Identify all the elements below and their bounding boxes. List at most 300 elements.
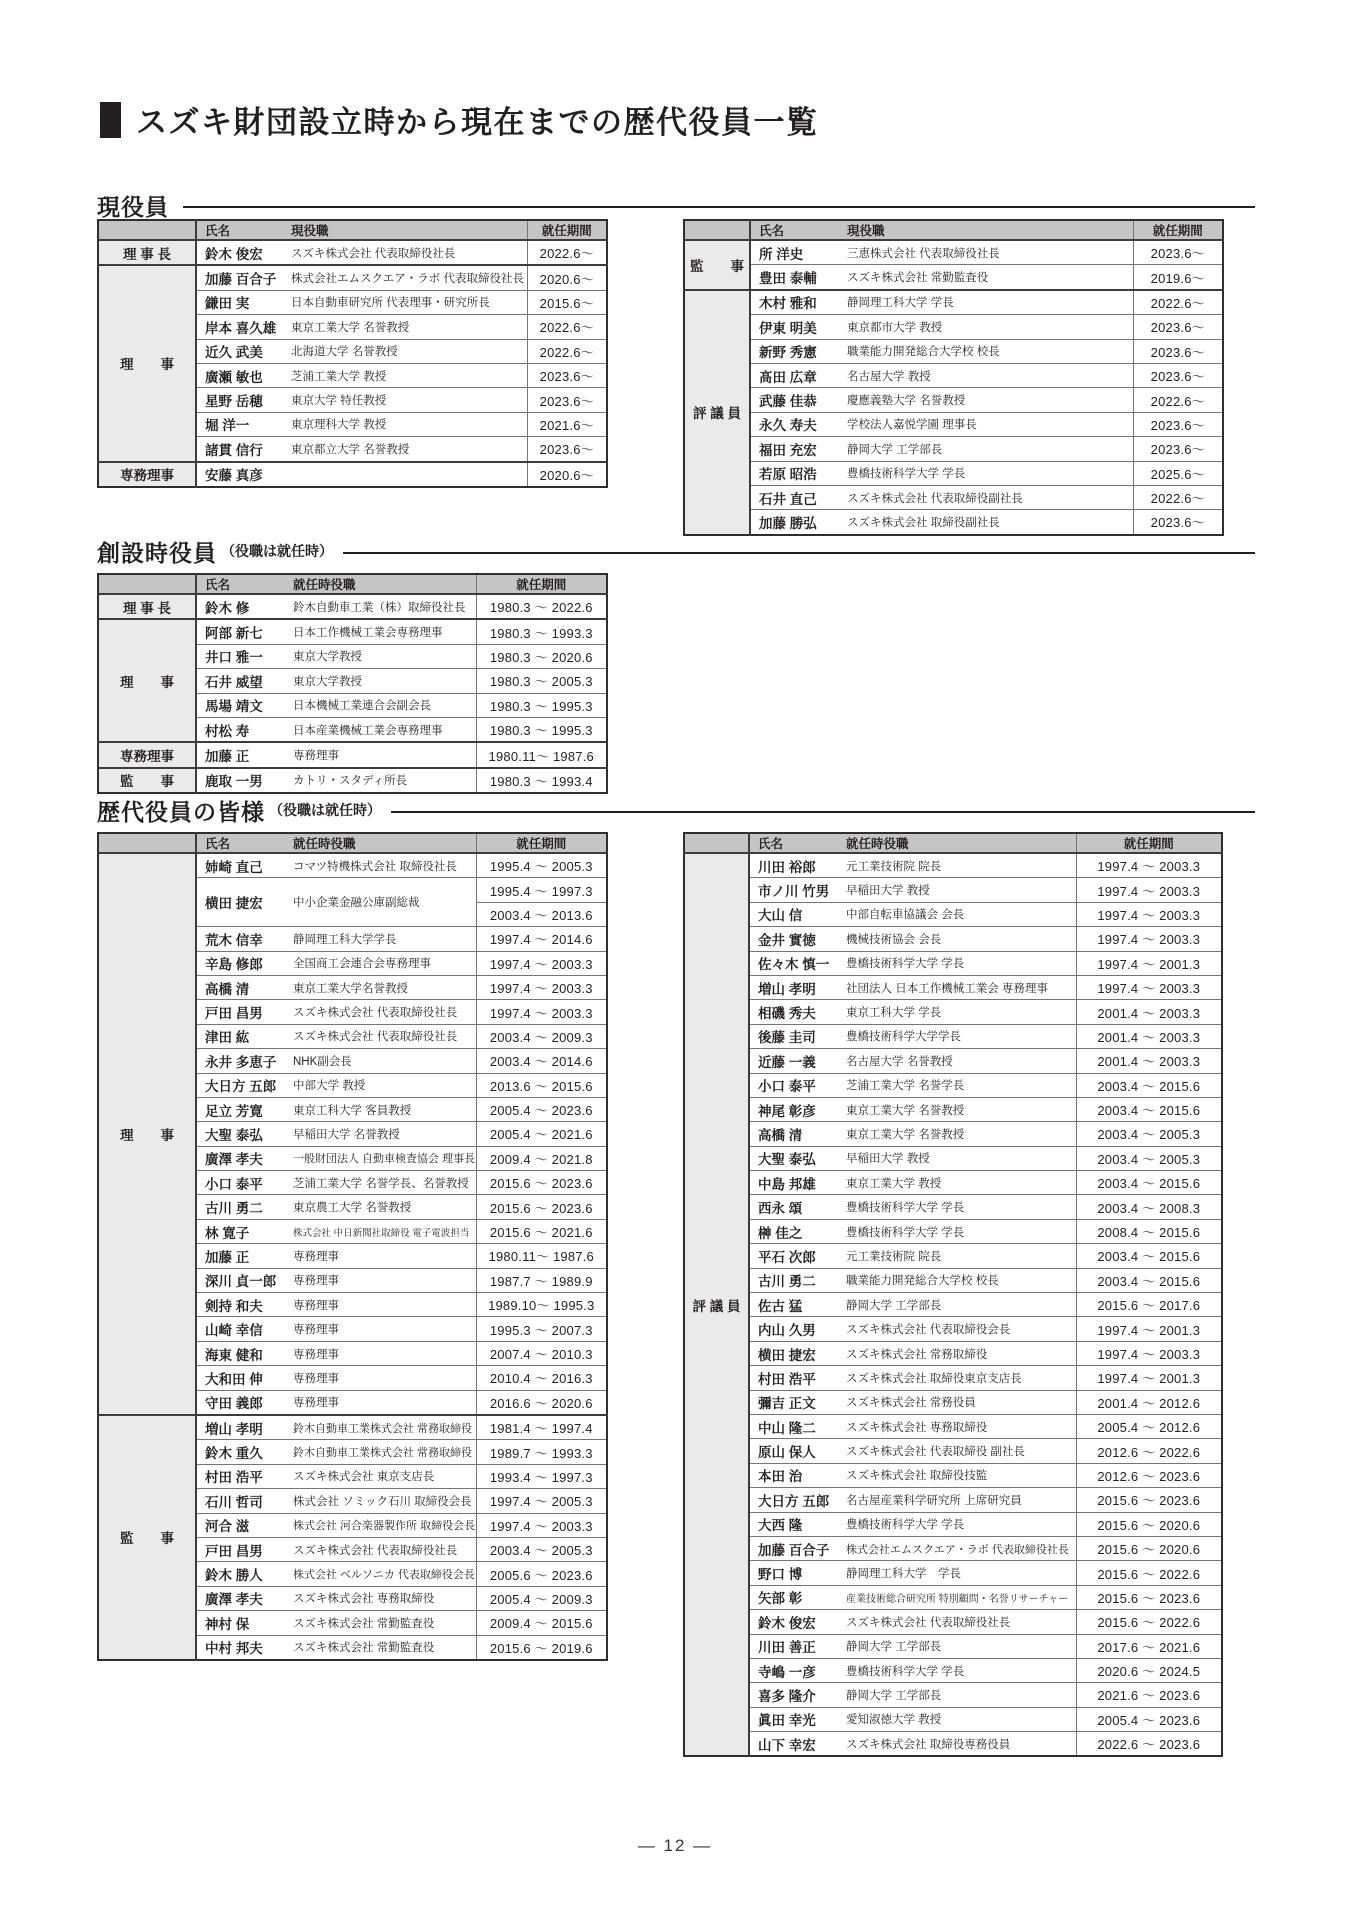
officer-row [684,339,1223,363]
officer-position [289,462,527,487]
officer-period [1133,290,1223,315]
officer-name-text: 中島 邦雄 [758,1176,816,1192]
header-row [684,220,1223,240]
officer-period-text: 2023.6〜 [1150,344,1205,360]
officer-position [844,1073,1076,1097]
officer-period [476,1562,607,1586]
officer-name-text: 戸田 昌男 [205,1543,263,1559]
officer-period [476,1146,607,1170]
officer-row [684,1024,1222,1048]
officer-period-text: 2015.6 〜 2017.6 [1097,1298,1201,1314]
section-heading-current-officers [97,190,1255,220]
role-group-label-text: 監 事 [120,1531,174,1547]
officer-period [527,388,607,412]
officer-name [196,265,289,290]
officer-position [844,1561,1076,1585]
role-group-label-text: 理 事 [120,1127,174,1143]
officer-name-text: 安藤 真彦 [205,468,263,484]
officer-name-text: 眞田 幸光 [758,1713,816,1729]
officer-position [291,1195,476,1219]
officer-position [844,1732,1076,1757]
officer-period [1076,1195,1222,1219]
officer-period-text: 2023.6〜 [1150,442,1205,458]
officer-name [196,768,291,793]
officer-name [749,1341,844,1365]
officer-name [196,1537,291,1561]
officer-name-text: 山崎 幸信 [205,1323,263,1339]
officer-period [476,1244,607,1268]
officer-name-text: 内山 久男 [758,1323,816,1339]
officer-position [844,1195,1076,1219]
officer-period [476,1097,607,1121]
col-header-period [476,574,607,594]
officer-name-text: 神村 保 [205,1616,250,1632]
officer-position-text: 名古屋大学 名誉教授 [846,1055,953,1068]
officer-position-text: 慶應義塾大学 名誉教授 [847,395,966,408]
officer-row [684,363,1223,387]
role-group-label-text: 理 事 [120,357,174,373]
officer-period [1076,1341,1222,1365]
header-row [98,574,607,594]
officer-position [844,1658,1076,1682]
officer-name [196,1073,291,1097]
past-officers-table-left [97,832,608,1661]
officer-position-text: 元工業技術院 院長 [846,1250,942,1263]
officer-position [291,1293,476,1317]
role-group-label-text: 評 議 員 [692,1298,741,1314]
officer-period [476,1415,607,1440]
section-heading-past-officers [97,795,1255,825]
officer-row [684,1707,1222,1731]
officer-name-text: 石井 直己 [759,491,817,507]
role-group-label-text: 監 事 [120,774,174,790]
officer-name-text: 原山 保人 [758,1445,816,1461]
officer-period [1076,1463,1222,1487]
officer-name [196,315,289,339]
officer-name [749,1414,844,1438]
officer-name-text: 戸田 昌男 [205,1006,263,1022]
officer-period [1076,1293,1222,1317]
col-header-position [291,574,476,594]
officer-period [1076,1171,1222,1195]
officer-name-text: 河合 滋 [205,1519,250,1535]
officer-position-text: 東京工業大学 教授 [846,1177,942,1190]
officer-row [684,975,1222,999]
officer-position-text: NHK副会長 [293,1055,352,1068]
officer-period [1076,1512,1222,1536]
col-header-period [476,833,607,853]
officer-name-text: 川田 裕郎 [758,859,816,875]
officer-name [196,1586,291,1610]
officer-row [684,1341,1222,1365]
officer-row [684,1732,1222,1757]
officer-period [527,339,607,363]
officer-position [291,717,476,742]
officer-position-text: スズキ株式会社 代表取締役社長 [293,1544,458,1557]
officer-position [844,1707,1076,1731]
officer-period [1133,510,1223,535]
officer-period [1076,1585,1222,1609]
officer-position [844,1317,1076,1341]
officer-position [291,1537,476,1561]
officer-position [844,1610,1076,1634]
col-header-name-text: 氏名 [758,837,784,851]
officer-position-text: スズキ株式会社 常務役員 [846,1397,976,1410]
officer-position [291,1244,476,1268]
officer-position-text: 株式会社 ソミック石川 取締役会長 [293,1495,472,1508]
col-header-position [844,833,1076,853]
officer-position [844,1219,1076,1243]
role-group-label [98,240,196,265]
col-header-position-text: 就任時役職 [846,837,909,851]
officer-position-text: 愛知淑徳大学 教授 [846,1714,942,1727]
officer-name [750,388,845,412]
officer-period-text: 2021.6〜 [539,417,594,433]
officer-period [1133,315,1223,339]
officer-period [1076,1439,1222,1463]
officer-name [749,1683,844,1707]
officer-name [196,1097,291,1121]
officer-period-text: 1981.4 〜 1997.4 [489,1421,593,1437]
officer-position-text: スズキ株式会社 代表取締役会長 [846,1324,1011,1337]
officer-period-text: 2003.4 〜 2014.6 [489,1054,593,1070]
officer-name [196,1293,291,1317]
officer-period [1076,1024,1222,1048]
officer-period [527,412,607,436]
officer-name [196,619,291,644]
officer-name [196,669,291,693]
officer-position [844,1463,1076,1487]
role-group-label-text: 理 事 長 [122,246,171,262]
officer-position [291,1415,476,1440]
officer-period [1133,388,1223,412]
officer-row [98,619,607,644]
officer-position-text: スズキ株式会社 専務取締役 [846,1421,988,1434]
officer-row [684,1097,1222,1121]
officer-period-text: 2015.6 〜 2021.6 [489,1225,593,1241]
officer-position [289,412,527,436]
officer-position [289,437,527,462]
officer-name [196,644,291,668]
officer-name-text: 佐古 猛 [758,1298,803,1314]
officer-position-text: スズキ株式会社 取締役専務役員 [846,1738,1011,1751]
officer-row [684,1317,1222,1341]
officer-position-text: 東京工科大学 学長 [846,1007,942,1020]
officer-position-text: 専務理事 [293,1397,339,1410]
officer-name [749,1024,844,1048]
officer-position-text: 豊橋技術科学大学 学長 [846,1665,965,1678]
officer-position [844,1122,1076,1146]
officer-name-text: 喜多 隆介 [758,1688,816,1704]
officer-period [476,717,607,742]
officer-row [684,290,1223,315]
officer-row [684,927,1222,951]
officer-position [291,853,476,878]
officer-period [1076,1634,1222,1658]
officer-name-text: 横田 捷宏 [758,1347,816,1363]
officer-name [749,1146,844,1170]
officer-period-text: 2020.6 〜 2024.5 [1097,1664,1201,1680]
officer-row [684,853,1222,878]
officer-name-text: 海東 健和 [205,1347,263,1363]
officer-period [1076,1073,1222,1097]
officer-position-text: 一般財団法人 自動車検査協会 理事長 [293,1153,476,1166]
officer-period [527,290,607,314]
col-header-period-text: 就任期間 [516,578,567,592]
officer-name-text: 深川 貞一郎 [205,1274,277,1290]
officer-position [291,1122,476,1146]
officer-period-text: 2023.6〜 [1150,369,1205,385]
officer-position-text: スズキ株式会社 常勤監査役 [293,1617,435,1630]
officer-position-text: 株式会社 河合楽器製作所 取締役会長 [293,1520,476,1533]
officer-position-text: 静岡大学 工学部長 [846,1299,942,1312]
founding-officers-table [97,573,608,794]
officer-period-text: 1997.4 〜 2001.3 [1097,1322,1201,1338]
officer-position [291,878,476,927]
officer-position-text: 東京工業大学 名誉教授 [846,1128,965,1141]
officer-position-text: 豊橋技術科学大学 学長 [847,468,966,481]
officer-position [844,1268,1076,1292]
officer-position-text: 鈴木自動車工業（株）取締役社長 [293,601,466,614]
officer-name [749,1390,844,1414]
officer-name [749,853,844,878]
officer-name-text: 増山 孝明 [758,981,816,997]
officer-name-text: 山下 幸宏 [758,1737,816,1753]
officer-position [845,485,1133,509]
officer-period [527,363,607,387]
officer-period [476,1073,607,1097]
col-header-position [845,220,1133,240]
officer-name [750,510,845,535]
officer-position-text: 日本機械工業連合会副会長 [293,700,431,713]
officer-position [844,1366,1076,1390]
officer-name [196,1268,291,1292]
officer-period [1076,1488,1222,1512]
officer-name-text: 村田 浩平 [758,1371,816,1387]
officer-name-text: 西永 頌 [758,1201,803,1217]
officer-position [844,975,1076,999]
officer-position [844,902,1076,926]
officer-row [684,437,1223,461]
officer-position [291,1024,476,1048]
officer-position [845,412,1133,436]
officer-name-text: 鎌田 実 [205,296,250,312]
col-header-name [196,220,289,240]
officer-period [476,1635,607,1660]
officer-name [196,462,289,487]
officer-name [749,1512,844,1536]
officer-period-text: 1997.4 〜 2003.3 [489,1005,593,1021]
officer-name-text: 鹿取 一男 [205,774,263,790]
officer-row [684,1219,1222,1243]
officer-name-text: 鈴木 重久 [205,1446,263,1462]
officer-period-text: 2015.6〜 [539,295,594,311]
officer-row [684,1536,1222,1560]
officer-name-text: 大和田 伸 [205,1371,263,1387]
officer-period-text: 1997.4 〜 2003.3 [489,956,593,972]
officer-period [476,1489,607,1513]
officer-position-text: 豊橋技術科学大学 学長 [846,1202,965,1215]
officer-name-text: 剣持 和夫 [205,1298,263,1314]
officer-name [749,927,844,951]
current-officers-table-right [683,219,1224,536]
officer-position [845,363,1133,387]
officer-period-text: 1980.3 〜 2005.3 [489,674,593,690]
officer-period [476,644,607,668]
section-title: 創設時役員 [97,539,217,566]
officer-period-text: 2005.4 〜 2023.6 [1097,1712,1201,1728]
officer-name-text: 横田 捷宏 [205,896,263,912]
officer-position [289,240,527,265]
role-group-label-text: 評 議 員 [692,406,741,422]
officer-period [1076,1658,1222,1682]
officer-position-text: 株式会社エムスクエア・ラボ 代表取締役社長 [846,1543,1069,1556]
officer-position-text: 中部大学 教授 [293,1080,366,1093]
officer-row [98,742,607,767]
officer-name-text: 阿部 新七 [205,626,263,642]
officer-position-text: スズキ株式会社 専務取締役 [293,1593,435,1606]
page-number: — 12 — [637,1836,713,1855]
officer-period [1133,437,1223,461]
officer-period-text: 2003.4 〜 2015.6 [1097,1176,1201,1192]
officer-period-text: 2003.4 〜 2013.6 [489,907,593,923]
officer-name-text: 鈴木 俊宏 [205,246,263,262]
officer-period [476,975,607,999]
officer-name [196,290,289,314]
officers-table [683,832,1223,1757]
officer-period-text: 2009.4 〜 2021.8 [489,1151,593,1167]
officer-position [845,315,1133,339]
officer-position [845,510,1133,535]
officer-period-text: 2003.4 〜 2015.6 [1097,1249,1201,1265]
officer-position [291,693,476,717]
officer-position-text: 株式会社 中日新聞社取締役 電子電波担当 [293,1227,470,1239]
role-group-label [98,462,196,487]
officer-position-text: 東京都立大学 名誉教授 [291,443,410,456]
officer-period [476,768,607,793]
officer-period-text: 1997.4 〜 2003.3 [489,981,593,997]
officer-position [844,1146,1076,1170]
officer-period [476,1000,607,1024]
officer-name [196,1195,291,1219]
officer-row [684,1293,1222,1317]
officer-position [844,1244,1076,1268]
col-header-position-text: 現役職 [291,224,329,238]
document-title [100,97,819,142]
officer-period [476,1219,607,1243]
col-header-role [98,833,196,853]
officer-position-text: 東京工業大学 名誉教授 [291,321,410,334]
col-header-role [98,574,196,594]
officer-position-text: スズキ株式会社 代表取締役社長 [291,247,456,260]
officer-position [291,1513,476,1537]
officer-position [291,644,476,668]
officer-name-text: 姉崎 直己 [205,859,263,875]
officer-period-text: 2019.6〜 [1150,270,1205,286]
officer-name [196,412,289,436]
officer-period-text: 2003.4 〜 2015.6 [1097,1103,1201,1119]
officer-position [291,1635,476,1660]
officer-position-text: 豊橋技術科学大学 学長 [846,1519,965,1532]
officer-period-text: 1995.4 〜 2005.3 [489,859,593,875]
officer-name [196,878,291,927]
officer-name-text: 石川 哲司 [205,1494,263,1510]
officer-period [1076,878,1222,902]
col-header-position-text: 就任時役職 [293,837,356,851]
officer-row [684,1268,1222,1292]
officer-row [684,388,1223,412]
officer-name-text: 近藤 一義 [758,1054,816,1070]
officer-name-text: 金井 實徳 [758,932,816,948]
officer-period-text: 2023.6〜 [539,393,594,409]
officer-position-text: 豊橋技術科学大学 学長 [846,1226,965,1239]
officer-name-text: 加藤 百合子 [205,272,277,288]
col-header-period [527,220,607,240]
col-header-position-text: 就任時役職 [293,578,356,592]
officer-name-text: 鈴木 修 [205,600,250,616]
officer-period-text: 1997.4 〜 2001.3 [1097,1371,1201,1387]
officer-position-text: 元工業技術院 院長 [846,860,942,873]
officer-row [684,1512,1222,1536]
officer-position-text: カトリ・スタディ所長 [293,775,408,788]
officer-period-text: 2022.6〜 [539,320,594,336]
officer-name [749,1268,844,1292]
current-officers-table-left [97,219,608,488]
officer-position-text: 中小企業金融公庫副総裁 [293,897,420,910]
officer-position [291,951,476,975]
officer-position [844,1000,1076,1024]
officer-period-text: 2001.4 〜 2003.3 [1097,1054,1201,1070]
officer-name [749,1171,844,1195]
col-header-position-text: 現役職 [847,224,885,238]
role-group-label [98,742,196,767]
officer-period-text: 1980.3 〜 1993.3 [489,625,593,641]
officer-period-text: 2008.4 〜 2015.6 [1097,1225,1201,1241]
officer-name-text: 井口 雅一 [205,650,263,666]
officer-period-text: 2022.6 〜 2023.6 [1097,1737,1201,1753]
officer-position [845,437,1133,461]
officer-period [1076,1390,1222,1414]
officer-period [476,1341,607,1365]
officer-position-text: スズキ株式会社 常勤監査役 [847,272,989,285]
page-title: スズキ財団設立時から現在までの歴代役員一覧 [136,105,819,140]
officer-period [476,1440,607,1464]
officer-name-text: 若原 昭浩 [759,467,817,483]
officer-name [749,1317,844,1341]
officer-position-text: 静岡理工科大学 学長 [846,1568,961,1581]
officer-period-text: 2023.6〜 [539,369,594,385]
officer-name [749,1585,844,1609]
officer-position [844,1414,1076,1438]
officer-name [196,1390,291,1415]
officer-name [196,927,291,951]
officer-name-text: 馬場 靖文 [205,699,263,715]
officer-row [684,1000,1222,1024]
officer-name-text: 増山 孝明 [205,1421,263,1437]
officer-name-text: 大聖 泰弘 [758,1152,816,1168]
officer-name-text: 古川 勇二 [205,1201,263,1217]
officer-name [749,1439,844,1463]
officer-period [476,1049,607,1073]
officer-period [1076,1707,1222,1731]
officer-position-text: 東京大学教授 [293,651,362,664]
officer-position [291,1341,476,1365]
officer-period-text: 2005.4 〜 2012.6 [1097,1420,1201,1436]
role-group-label [684,853,749,1756]
officer-position [291,1000,476,1024]
officer-name [196,437,289,462]
officer-position [845,388,1133,412]
